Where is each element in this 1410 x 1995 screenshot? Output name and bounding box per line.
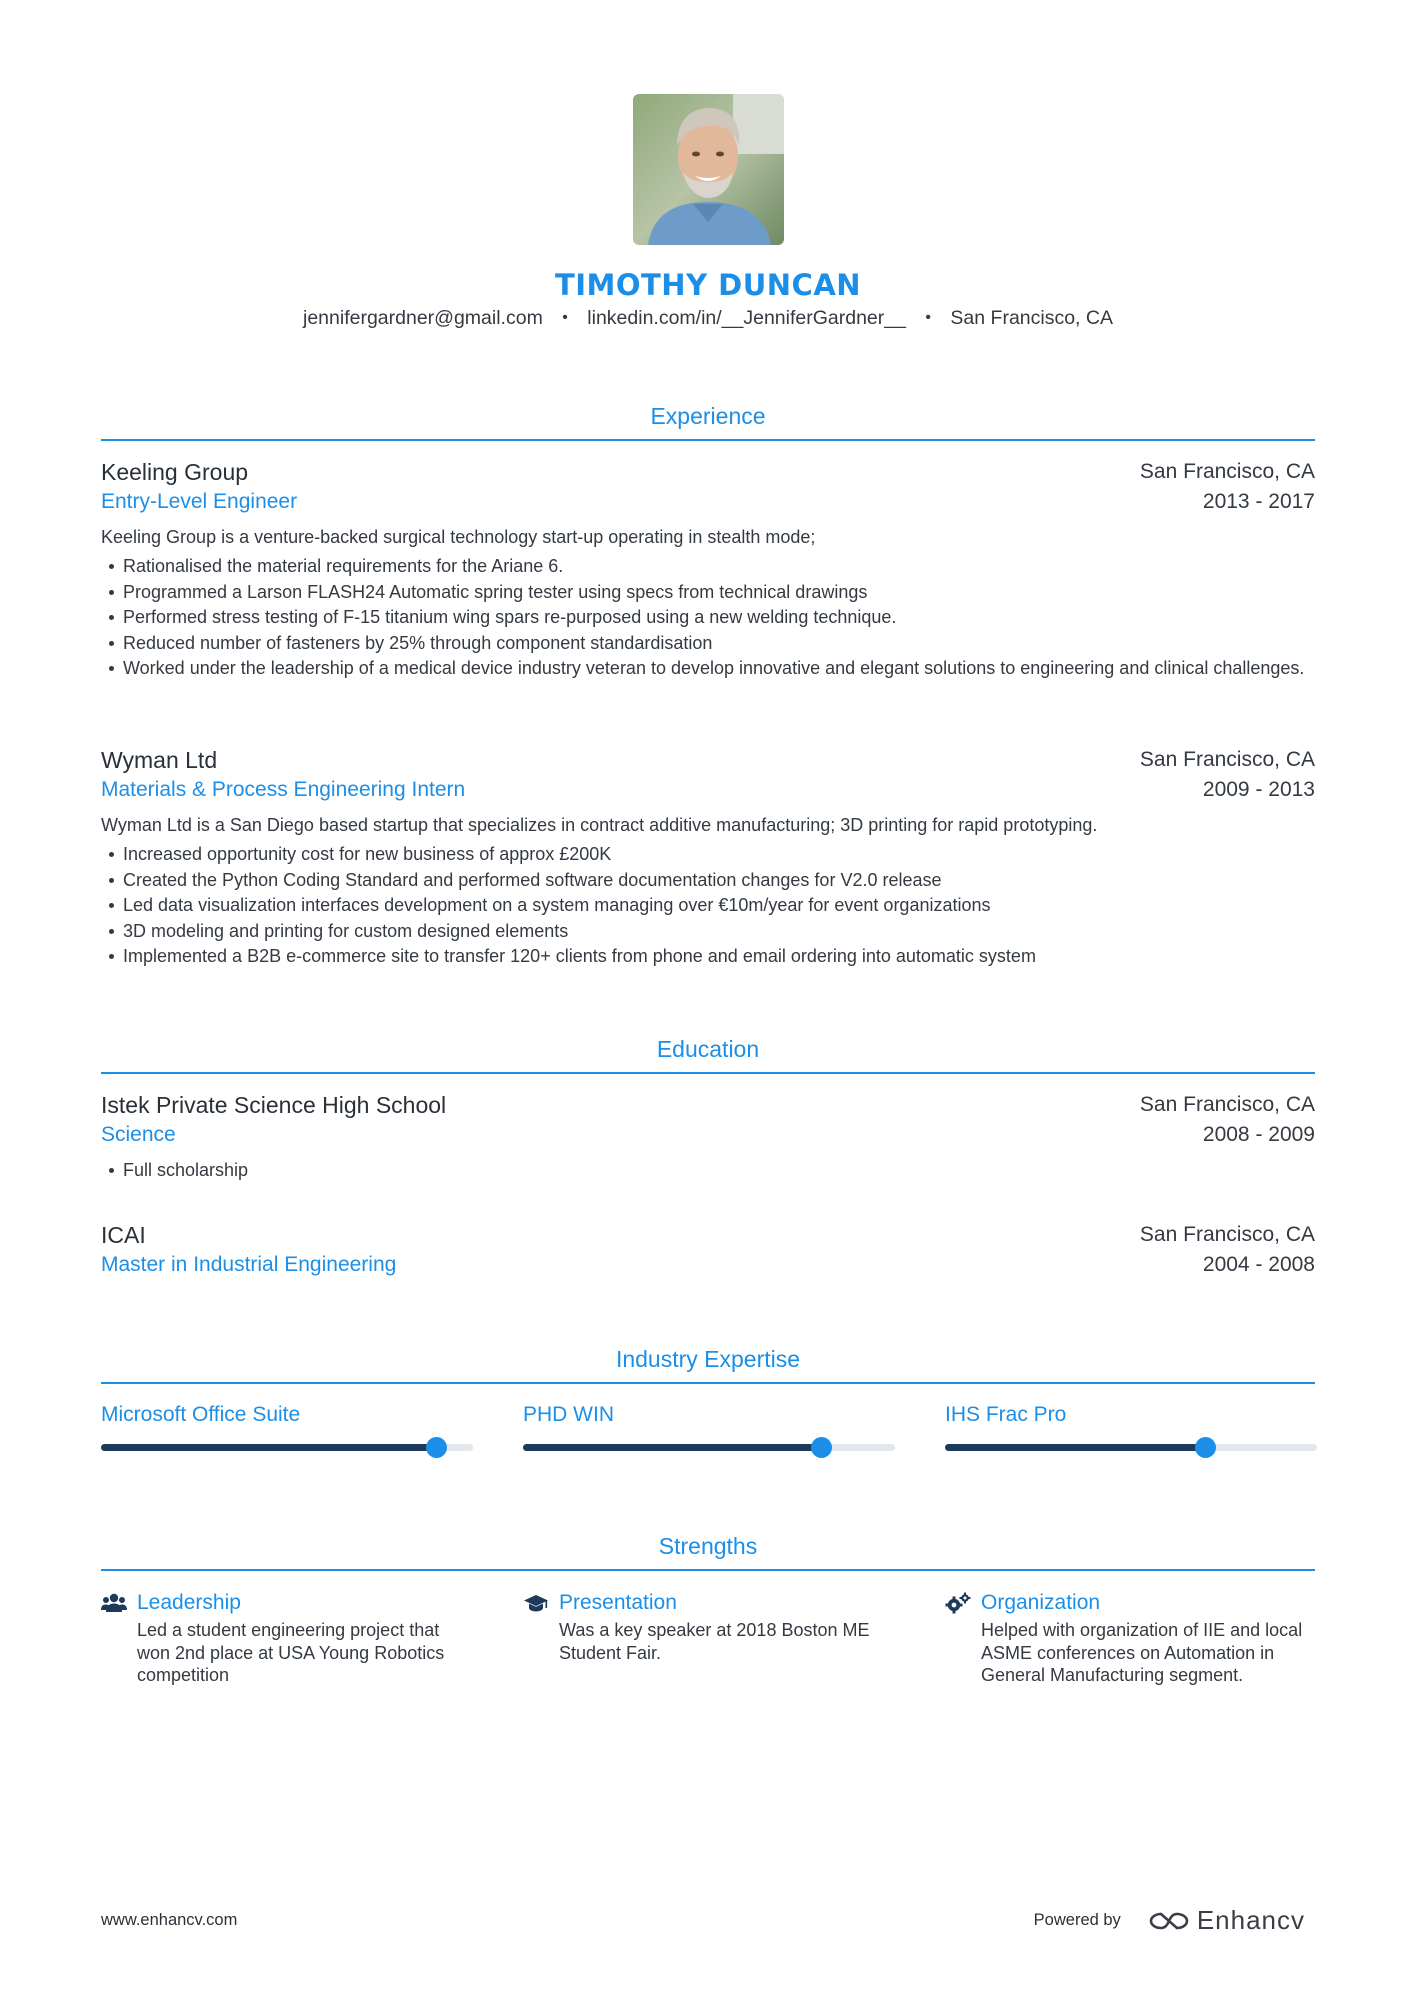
list-item: Increased opportunity cost for new business of approx £200K [101,842,1315,868]
entry-dates: 2009 - 2013 [1202,778,1315,801]
school-name: ICAI [101,1222,146,1248]
section-divider [101,439,1315,441]
experience-heading: Experience [650,403,766,429]
candidate-name: TIMOTHY DUNCAN [554,268,862,302]
strength-item [945,1589,1317,1687]
education-entry [101,1092,1315,1184]
skill-bar-track [523,1444,895,1451]
skill-bar-fill [523,1444,821,1451]
skill-bar-track [101,1444,473,1451]
resume-page [101,0,1315,1995]
graduation-cap-icon [523,1592,549,1614]
strength-description: Led a student engineering project that won 2nd place at USA Young Robotics competition [137,1620,445,1685]
skill-item [101,1403,473,1451]
skill-bar-track [945,1444,1317,1451]
contact-separator: • [925,309,931,326]
list-item: 3D modeling and printing for custom designed elements [101,919,1315,945]
company-name: Wyman Ltd [101,747,218,773]
strength-title: Leadership [137,1591,241,1614]
education-details [101,1158,1315,1184]
email-link[interactable]: jennifergardner@gmail.com [303,307,543,329]
entry-location: San Francisco, CA [1139,1223,1315,1246]
strength-item [523,1589,895,1664]
strengths-heading: Strengths [658,1533,758,1559]
skill-label: PHD WIN [523,1403,614,1426]
skill-bar-knob [811,1437,832,1458]
skill-item [523,1403,895,1451]
entry-dates: 2008 - 2009 [1202,1123,1315,1146]
brand-name: Enhancv [1196,1905,1305,1935]
strength-title: Presentation [559,1591,677,1614]
strength-description: Was a key speaker at 2018 Boston ME Student Fair. [559,1620,870,1663]
education-entry [101,1222,1315,1284]
skill-label: IHS Frac Pro [945,1403,1067,1426]
skill-bar-fill [945,1444,1205,1451]
list-item: Reduced number of fasteners by 25% through component standardisation [101,631,1315,657]
contact-separator: • [562,309,568,326]
school-name: Istek Private Science High School [101,1092,447,1118]
list-item: Created the Python Coding Standard and performed software documentation changes for V2.0 release [101,868,1315,894]
company-description: Keeling Group is a venture-backed surgical technology start-up operating in stealth mode; [101,527,816,547]
list-item: Implemented a B2B e-commerce site to transfer 120+ clients from phone and email ordering into automatic system [101,944,1315,970]
enhancv-logo-icon [1147,1910,1191,1932]
list-item: Worked under the leadership of a medical device industry veteran to develop innovative and elegant solutions to engineering and clinical challenges. [101,656,1315,682]
entry-location: San Francisco, CA [1139,748,1315,771]
website-link[interactable]: www.enhancv.com [101,1911,238,1929]
experience-entry [101,459,1315,682]
expertise-heading: Industry Expertise [615,1346,801,1372]
achievement-list [101,554,1315,682]
users-icon [101,1592,127,1614]
job-title: Materials & Process Engineering Intern [101,778,466,801]
skill-label: Microsoft Office Suite [101,1403,301,1426]
entry-location: San Francisco, CA [1139,1093,1315,1116]
section-divider [101,1569,1315,1571]
contact-line [101,307,1315,330]
list-item: Full scholarship [101,1158,1315,1184]
achievement-list [101,842,1315,970]
profile-photo [633,94,784,245]
list-item: Performed stress testing of F-15 titanium wing spars re-purposed using a new welding technique. [101,605,1315,631]
degree-title: Master in Industrial Engineering [101,1253,397,1276]
powered-by-label: Powered by [1033,1911,1121,1929]
section-divider [101,1072,1315,1074]
entry-dates: 2004 - 2008 [1202,1253,1315,1276]
linkedin-link[interactable]: linkedin.com/in/__JenniferGardner__ [587,307,906,329]
portrait-image [633,94,784,245]
experience-entry [101,747,1315,970]
education-heading: Education [656,1036,760,1062]
company-name: Keeling Group [101,459,249,485]
skill-bar-knob [1195,1437,1216,1458]
entry-location: San Francisco, CA [1139,460,1315,483]
entry-dates: 2013 - 2017 [1202,490,1315,513]
footer-branding [1034,1905,1305,1936]
location-text: San Francisco, CA [950,307,1113,329]
list-item: Programmed a Larson FLASH24 Automatic spring tester using specs from technical drawings [101,580,1315,606]
list-item: Rationalised the material requirements for the Ariane 6. [101,554,1315,580]
strength-title: Organization [981,1591,1101,1614]
gears-icon [945,1592,971,1614]
skill-item [945,1403,1317,1451]
degree-title: Science [101,1123,176,1146]
job-title: Entry-Level Engineer [101,490,298,513]
list-item: Led data visualization interfaces development on a system managing over €10m/year for event organizations [101,893,1315,919]
company-description: Wyman Ltd is a San Diego based startup that specializes in contract additive manufacturing; 3D printing for rapid prototyping. [101,815,1098,835]
skill-bar-fill [101,1444,436,1451]
section-divider [101,1382,1315,1384]
strength-description: Helped with organization of IIE and local ASME conferences on Automation in General Manufacturing segment. [981,1620,1303,1685]
skill-bar-knob [426,1437,447,1458]
strength-item [101,1589,473,1687]
